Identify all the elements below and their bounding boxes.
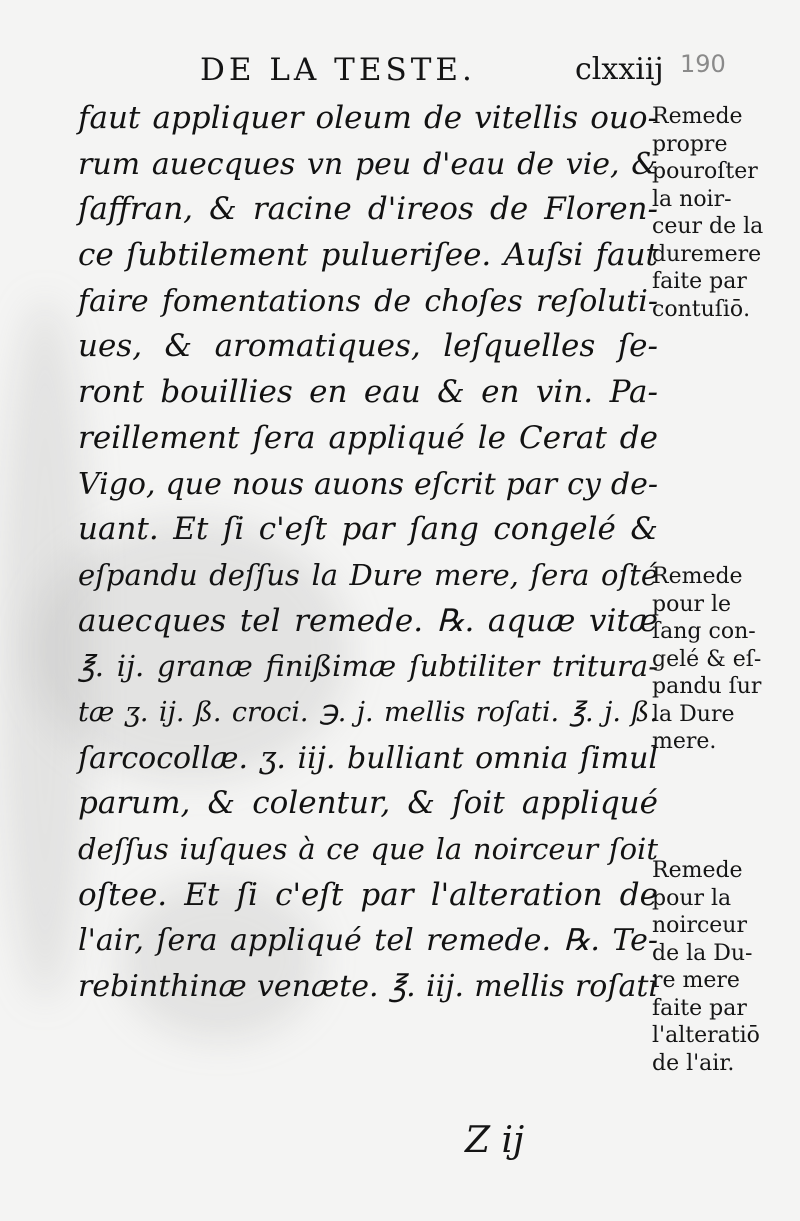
margin-note-line: pour le bbox=[652, 591, 732, 617]
text-line: ſaffran, & racine d'ireos de Floren- bbox=[78, 191, 658, 228]
text-line: eſpandu deſſus la Dure mere, ſera oſté bbox=[78, 557, 658, 592]
margin-note-line: propre bbox=[652, 131, 728, 157]
text-line: faut appliquer oleum de vitellis ouo- bbox=[78, 100, 658, 136]
margin-note-line: noirceur bbox=[652, 913, 747, 938]
text-line: l'air, ſera appliqué tel remede. ℞. Te- bbox=[78, 923, 658, 959]
signature-mark: Z ij bbox=[465, 1120, 525, 1161]
paper-shadow bbox=[0, 300, 90, 1000]
margin-note-line: de la Du- bbox=[652, 940, 753, 966]
margin-note-line: la Dure bbox=[652, 701, 735, 727]
margin-note-contusion bbox=[652, 103, 792, 323]
margin-note-line: ceur de la bbox=[652, 214, 764, 239]
page-header bbox=[0, 50, 800, 96]
margin-note-air-alteration bbox=[652, 857, 792, 1077]
margin-note-line: de l'air. bbox=[652, 1050, 735, 1076]
text-line: tæ ʒ. ij. ß. croci. ℈. j. mellis roſati. ℥. j. ß. bbox=[78, 696, 658, 728]
text-line: rum auecques vn peu d'eau de vie, & bbox=[78, 146, 658, 182]
text-line: Vigo, que nous auons eſcrit par cy de- bbox=[78, 466, 658, 502]
text-line: ℥. ij. granæ finißimæ ſubtiliter tritura- bbox=[78, 649, 658, 684]
text-line: ce ſubtilement pulueriſee. Auſsi faut bbox=[78, 237, 658, 274]
margin-note-line: Remede bbox=[652, 564, 743, 589]
text-line: uant. Et ſi c'eſt par ſang congelé & bbox=[78, 511, 658, 548]
margin-note-line: re mere bbox=[652, 968, 740, 993]
margin-note-congealed-blood bbox=[652, 563, 792, 756]
text-line: ſarcocollæ. ʒ. iij. bulliant omnia ſimul bbox=[78, 740, 658, 776]
folio-number: clxxiij bbox=[575, 52, 664, 87]
text-line: deſſus iuſques à ce que la noirceur ſoit bbox=[78, 832, 658, 866]
margin-note-line: pour la bbox=[652, 885, 732, 911]
margin-note-line: pandu ſur bbox=[652, 674, 762, 699]
margin-note-line: la noir- bbox=[652, 186, 732, 212]
margin-note-line: duremere bbox=[652, 241, 762, 267]
margin-note-line: l'alteratiō bbox=[652, 1023, 760, 1048]
margin-note-line: contuſiō. bbox=[652, 296, 751, 322]
text-line: ues, & aromatiques, leſquelles ſe- bbox=[78, 328, 658, 365]
margin-note-line: Remede bbox=[652, 104, 743, 129]
main-text-block bbox=[78, 96, 658, 1010]
margin-note-line: pouroſter bbox=[652, 159, 758, 184]
running-head: DE LA TESTE. bbox=[200, 52, 476, 88]
text-line: parum, & colentur, & ſoit appliqué bbox=[78, 785, 658, 822]
text-line: ront bouillies en eau & en vin. Pa- bbox=[78, 374, 658, 411]
text-line: rebinthinæ venæte. ℥. iij. mellis roſati bbox=[78, 969, 658, 1005]
margin-note-line: mere. bbox=[652, 729, 717, 754]
text-line: oſtee. Et ſi c'eſt par l'alteration de bbox=[78, 876, 658, 913]
text-line: auecques tel remede. ℞. aquæ vitæ bbox=[78, 602, 658, 639]
margin-note-line: gelé & eſ- bbox=[652, 646, 762, 672]
margin-note-line: faite par bbox=[652, 995, 747, 1021]
margin-note-line: faite par bbox=[652, 269, 747, 294]
pencil-page-number: 190 bbox=[680, 50, 726, 78]
margin-note-line: Remede bbox=[652, 858, 743, 883]
text-line: faire fomentations de choſes reſoluti- bbox=[78, 283, 658, 319]
text-line: reillement ſera appliqué le Cerat de bbox=[78, 419, 658, 456]
margin-note-line: ſang con- bbox=[652, 619, 756, 644]
